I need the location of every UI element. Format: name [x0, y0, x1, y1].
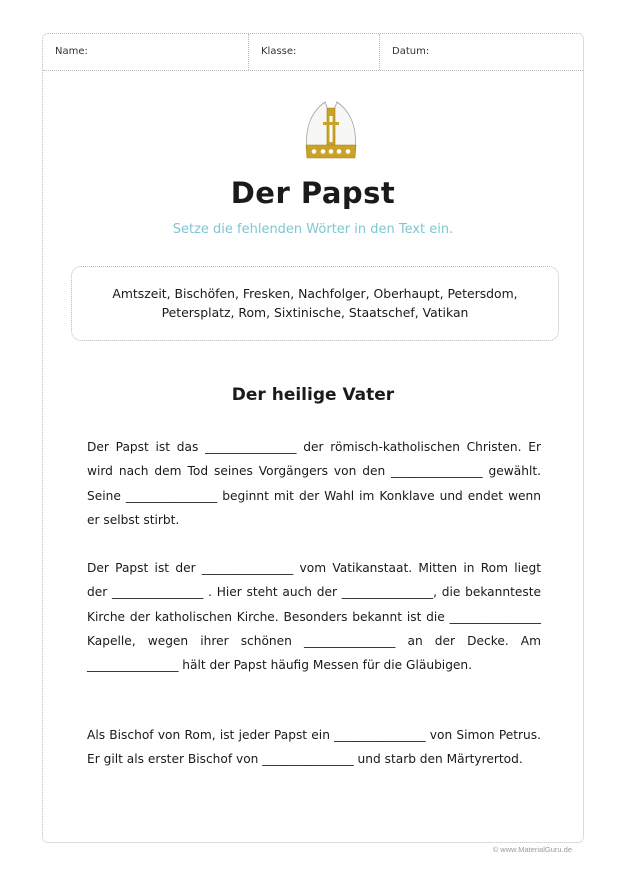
page-title: Der Papst: [230, 176, 396, 210]
word-bank: [71, 266, 559, 341]
word-bank-line-2: Petersplatz, Rom, Sixtinische, Staatschef, Vatikan: [161, 305, 469, 320]
class-label: Klasse:: [261, 46, 297, 57]
instruction-subtitle: Setze die fehlenden Wörter in den Text ein.: [172, 222, 454, 237]
paragraph-2: Der Papst ist der _______________ vom Vatikanstaat. Mitten in Rom liegt der _______________ . Hier steht auch der _______________, die bekannteste Kirche der katholischen Kirche. Besonders bekannt ist die _______________ Kapelle, wegen ihrer schönen _______________ an der Decke. Am _______________ hält der Papst häufig Messen für die Gläubigen.: [87, 561, 541, 673]
section-title: Der heilige Vater: [231, 385, 395, 405]
name-field[interactable]: [43, 34, 249, 70]
date-field[interactable]: [380, 34, 585, 70]
paragraph-1: Der Papst ist das _______________ der römisch-katholischen Christen. Er wird nach dem Tod seines Vorgängers von den _______________ gewählt. Seine _______________ beginnt mit der Wahl im Konklave und endet wenn er selbst stirbt.: [87, 440, 541, 527]
header-row: [43, 34, 583, 71]
worksheet: [42, 33, 584, 843]
name-label: Name:: [55, 46, 88, 57]
class-field[interactable]: [249, 34, 380, 70]
mitre-icon: [301, 98, 361, 162]
paragraph-3: Als Bischof von Rom, ist jeder Papst ein _______________ von Simon Petrus. Er gilt als erster Bischof von _______________ und starb den Märtyrertod.: [87, 728, 541, 767]
word-bank-line-1: Amtszeit, Bischöfen, Fresken, Nachfolger, Oberhaupt, Petersdom,: [112, 286, 518, 301]
date-label: Datum:: [392, 46, 430, 57]
copyright-footer: © www.MaterialGuru.de: [492, 845, 572, 854]
